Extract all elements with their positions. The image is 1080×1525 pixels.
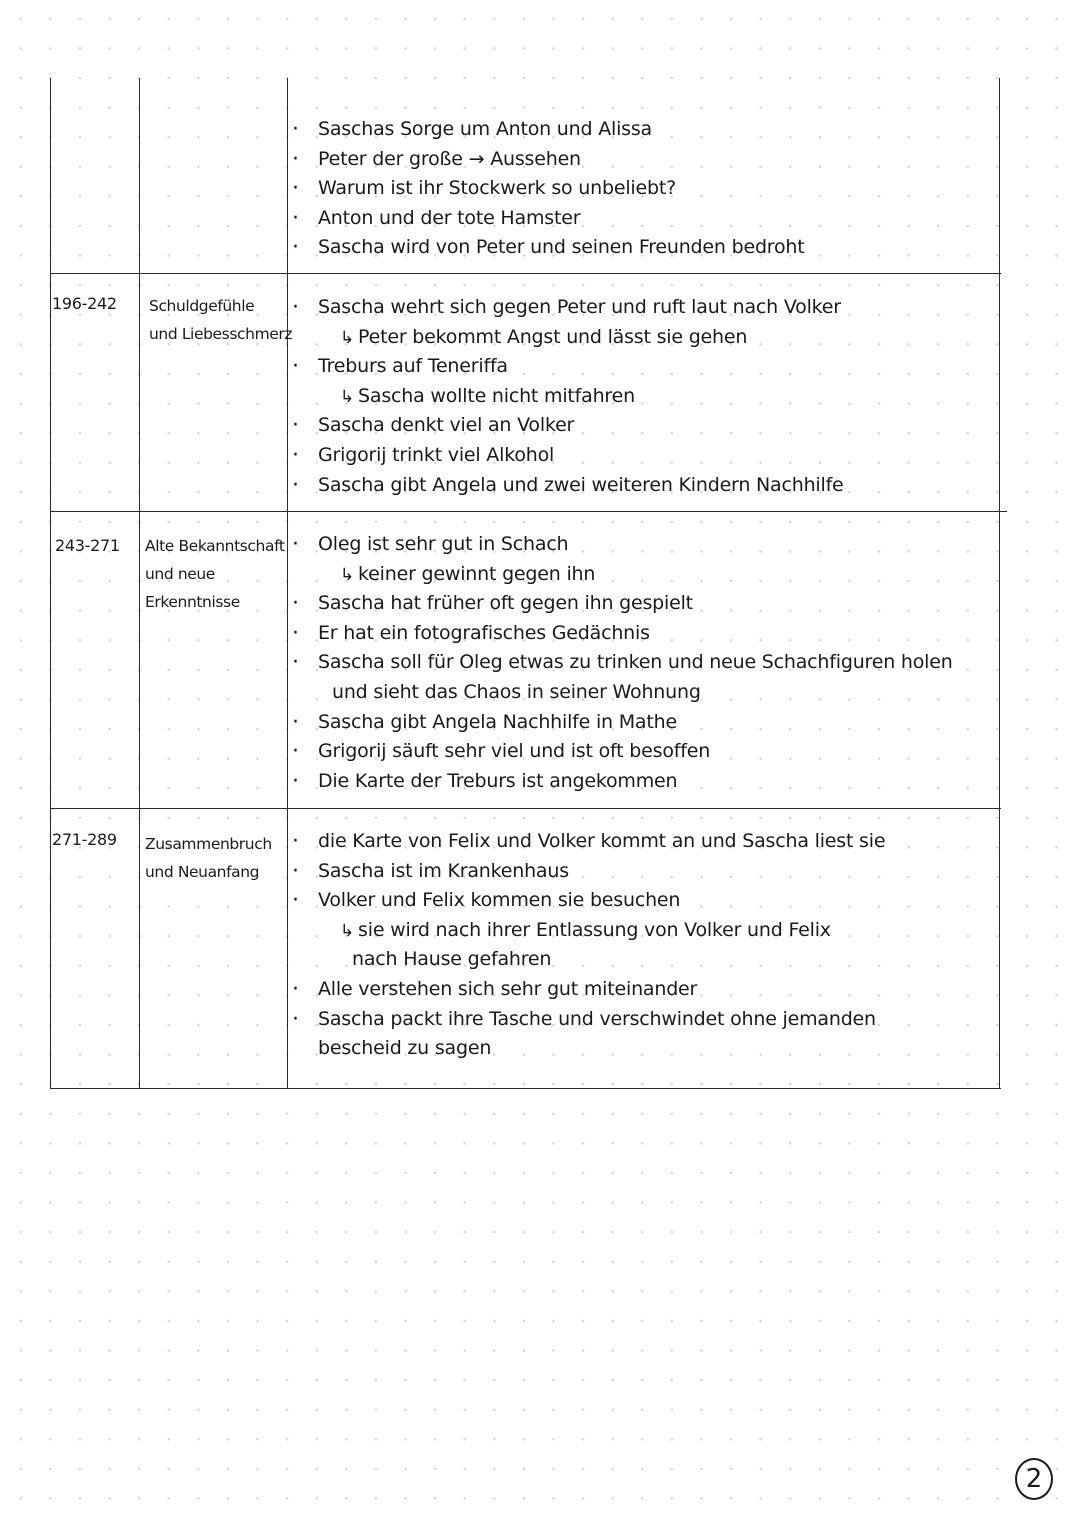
list-item: ↳ keiner gewinnt gegen ihn: [340, 562, 596, 585]
bullet-dot: ·: [292, 176, 299, 202]
list-item: bescheid zu sagen: [318, 1037, 492, 1060]
row-2-chapter-title: Alte Bekanntschaft und neue Erkenntnisse: [145, 537, 285, 611]
list-item: · Oleg ist sehr gut in Schach: [318, 530, 953, 560]
list-item: · Er hat ein fotografisches Gedächnis: [318, 619, 953, 649]
list-item: und sieht das Chaos in seiner Wohnung: [332, 680, 701, 703]
list-item: · Alle verstehen sich sehr gut miteinander: [318, 975, 885, 1005]
list-item: · Saschas Sorge um Anton und Alissa: [318, 115, 805, 145]
bullet-dot: ·: [292, 768, 299, 794]
bullet-dot: ·: [292, 532, 299, 557]
list-item: · Sascha hat früher oft gegen ihn gespielt: [318, 589, 953, 619]
list-item: · Sascha wird von Peter und seinen Freunden bedroht: [318, 233, 805, 263]
table-bottom-border: [50, 1088, 1001, 1089]
list-item: ↳ sie wird nach ihrer Entlassung von Volker und Felix: [340, 918, 831, 941]
list-item: · Sascha gibt Angela Nachhilfe in Mathe: [318, 708, 953, 738]
row-2-page-range: 243-271: [55, 536, 120, 555]
bullet-dot: ·: [292, 858, 299, 884]
list-item: nach Hause gefahren: [352, 948, 552, 971]
table-right-border: [999, 78, 1000, 1089]
bullet-dot: ·: [292, 739, 299, 765]
column-divider-range: [139, 78, 140, 1089]
list-item: · Grigorij trinkt viel Alkohol: [318, 441, 844, 471]
row-0-notes: [292, 115, 805, 263]
arrow-return-icon: ↳: [340, 564, 355, 585]
list-item: · Sascha packt ihre Tasche und verschwindet ohne jemanden: [318, 1005, 885, 1035]
row-1-page-range: 196-242: [52, 294, 117, 313]
list-item: · Die Karte der Treburs ist angekommen: [318, 767, 953, 797]
row-divider-2: [50, 511, 1007, 512]
table-left-border: [50, 78, 51, 1089]
list-item: · die Karte von Felix und Volker kommt an und Sascha liest sie: [318, 827, 885, 857]
bullet-dot: ·: [292, 235, 299, 261]
arrow-return-icon: ↳: [340, 386, 355, 407]
list-item: · Treburs auf Teneriffa: [318, 352, 844, 382]
bullet-dot: ·: [292, 472, 299, 498]
list-item: · Peter der große → Aussehen: [318, 145, 805, 175]
column-divider-title: [287, 78, 288, 1089]
row-3-chapter-title: Zusammenbruch und Neuanfang: [145, 835, 272, 881]
bullet-dot: ·: [292, 442, 299, 468]
row-divider-1: [50, 273, 1001, 274]
bullet-dot: ·: [292, 888, 299, 914]
bullet-dot: ·: [292, 205, 299, 231]
bullet-dot: ·: [292, 591, 299, 617]
list-item: · Sascha ist im Krankenhaus: [318, 857, 885, 887]
list-item: · Sascha denkt viel an Volker: [318, 411, 844, 441]
bullet-dot: ·: [292, 1006, 299, 1032]
bullet-dot: ·: [292, 650, 299, 676]
row-3-page-range: 271-289: [52, 830, 117, 849]
list-item: · Sascha wehrt sich gegen Peter und ruft laut nach Volker: [318, 293, 844, 323]
bullet-dot: ·: [292, 354, 299, 380]
list-item: · Sascha soll für Oleg etwas zu trinken und neue Schachfiguren holen: [318, 648, 953, 678]
page-number-badge: 2: [1015, 1458, 1053, 1500]
list-item: · Warum ist ihr Stockwerk so unbeliebt?: [318, 174, 805, 204]
row-1-notes: [292, 293, 844, 500]
list-item: · Sascha gibt Angela und zwei weiteren Kindern Nachhilfe: [318, 471, 844, 501]
bullet-dot: ·: [292, 829, 299, 854]
row-divider-3: [50, 808, 1001, 809]
bullet-dot: ·: [292, 709, 299, 735]
arrow-return-icon: ↳: [340, 920, 355, 941]
list-item: · Volker und Felix kommen sie besuchen: [318, 886, 885, 916]
row-3-notes: [292, 827, 886, 1064]
bullet-dot: ·: [292, 976, 299, 1002]
summary-table: [50, 78, 1001, 1089]
bullet-dot: ·: [292, 413, 299, 439]
list-item: ↳ Peter bekommt Angst und lässt sie gehen: [340, 325, 748, 348]
row-2-notes: [292, 530, 953, 796]
list-item: · Grigorij säuft sehr viel und ist oft besoffen: [318, 737, 953, 767]
bullet-dot: ·: [292, 117, 299, 142]
row-1-chapter-title: Schuldgefühle und Liebesschmerz: [149, 297, 293, 343]
list-item: ↳ Sascha wollte nicht mitfahren: [340, 384, 635, 407]
list-item: · Anton und der tote Hamster: [318, 204, 805, 234]
arrow-return-icon: ↳: [340, 327, 355, 348]
bullet-dot: ·: [292, 146, 299, 172]
bullet-dot: ·: [292, 620, 299, 646]
bullet-dot: ·: [292, 295, 299, 320]
